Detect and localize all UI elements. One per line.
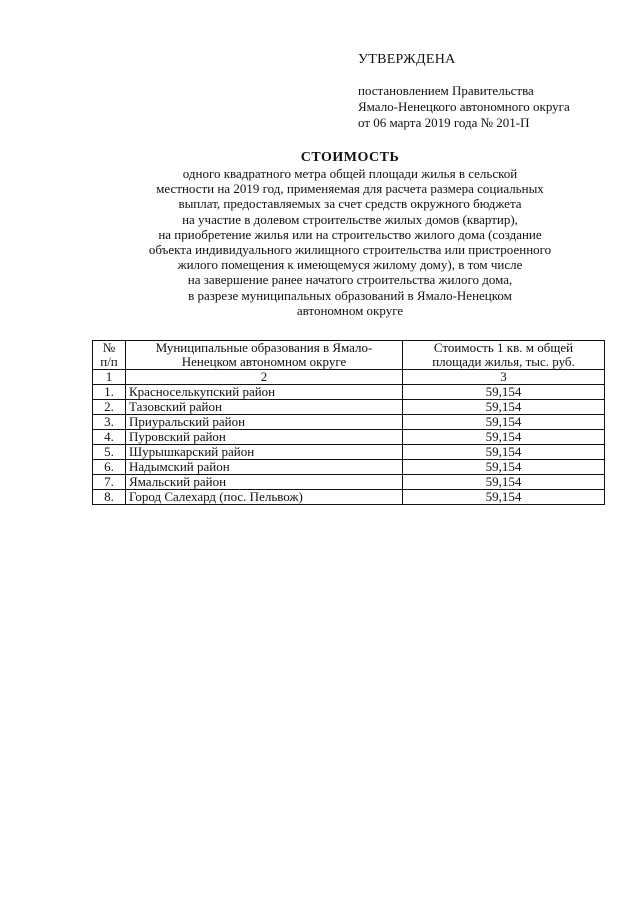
subtitle-line: автономном округе: [296, 302, 404, 318]
table-row: [93, 445, 605, 460]
subtitle-line: в разрезе муниципальных образований в Ямало-Ненецком: [188, 287, 512, 303]
table-row: [93, 460, 605, 475]
header-num: № п/п: [93, 341, 126, 370]
subtitle-line: жилого помещения к имеющемуся жилому дому), в том числе: [177, 257, 523, 273]
row-num: 3.: [93, 415, 126, 430]
approval-line: от 06 марта 2019 года № 201-П: [358, 115, 530, 130]
table-row: [93, 385, 605, 400]
document-title: СТОИМОСТЬ: [300, 150, 400, 165]
approval-stamp-heading: УТВЕРЖДЕНА: [358, 52, 456, 67]
header-cost: Стоимость 1 кв. м общей площади жилья, тыс. руб.: [403, 341, 605, 370]
row-municipality: Приуральский район: [126, 415, 403, 430]
row-num: 8.: [93, 490, 126, 505]
column-number: 2: [126, 370, 403, 385]
row-cost: 59,154: [403, 460, 605, 475]
table-row: [93, 475, 605, 490]
table-row: [93, 430, 605, 445]
row-num: 6.: [93, 460, 126, 475]
row-municipality: Тазовский район: [126, 400, 403, 415]
row-num: 5.: [93, 445, 126, 460]
row-cost: 59,154: [403, 430, 605, 445]
approval-line: Ямало-Ненецкого автономного округа: [358, 99, 570, 114]
column-number-row: [93, 370, 605, 385]
subtitle-line: выплат, предоставляемых за счет средств окружного бюджета: [178, 196, 522, 212]
row-cost: 59,154: [403, 400, 605, 415]
document-subtitle: [100, 166, 600, 318]
column-number: 1: [93, 370, 126, 385]
subtitle-line: одного квадратного метра общей площади жилья в сельской: [182, 166, 518, 181]
table-row: [93, 400, 605, 415]
row-cost: 59,154: [403, 445, 605, 460]
row-cost: 59,154: [403, 490, 605, 505]
row-cost: 59,154: [403, 385, 605, 400]
subtitle-line: на участие в долевом строительстве жилых домов (квартир),: [182, 211, 518, 227]
subtitle-line: на приобретение жилья или на строительство жилого дома (создание: [158, 226, 542, 242]
subtitle-line: местности на 2019 год, применяемая для расчета размера социальных: [156, 181, 544, 197]
row-municipality: Город Салехард (пос. Пельвож): [126, 490, 403, 505]
row-municipality: Пуровский район: [126, 430, 403, 445]
row-num: 4.: [93, 430, 126, 445]
column-number: 3: [403, 370, 605, 385]
cost-table: [92, 340, 605, 505]
row-municipality: Шурышкарский район: [126, 445, 403, 460]
subtitle-line: на завершение ранее начатого строительства жилого дома,: [187, 272, 513, 288]
row-cost: 59,154: [403, 415, 605, 430]
row-municipality: Надымский район: [126, 460, 403, 475]
row-municipality: Ямальский район: [126, 475, 403, 490]
row-num: 2.: [93, 400, 126, 415]
approval-resolution: [358, 83, 570, 131]
row-cost: 59,154: [403, 475, 605, 490]
row-municipality: Красноселькупский район: [126, 385, 403, 400]
header-municipality: Муниципальные образования в Ямало- Ненецком автономном округе: [126, 341, 403, 370]
row-num: 7.: [93, 475, 126, 490]
subtitle-line: объекта индивидуального жилищного строительства или пристроенного: [148, 242, 552, 258]
table-row: [93, 490, 605, 505]
approval-line: постановлением Правительства: [358, 83, 534, 98]
table-header-row: [93, 341, 605, 370]
row-num: 1.: [93, 385, 126, 400]
table-row: [93, 415, 605, 430]
